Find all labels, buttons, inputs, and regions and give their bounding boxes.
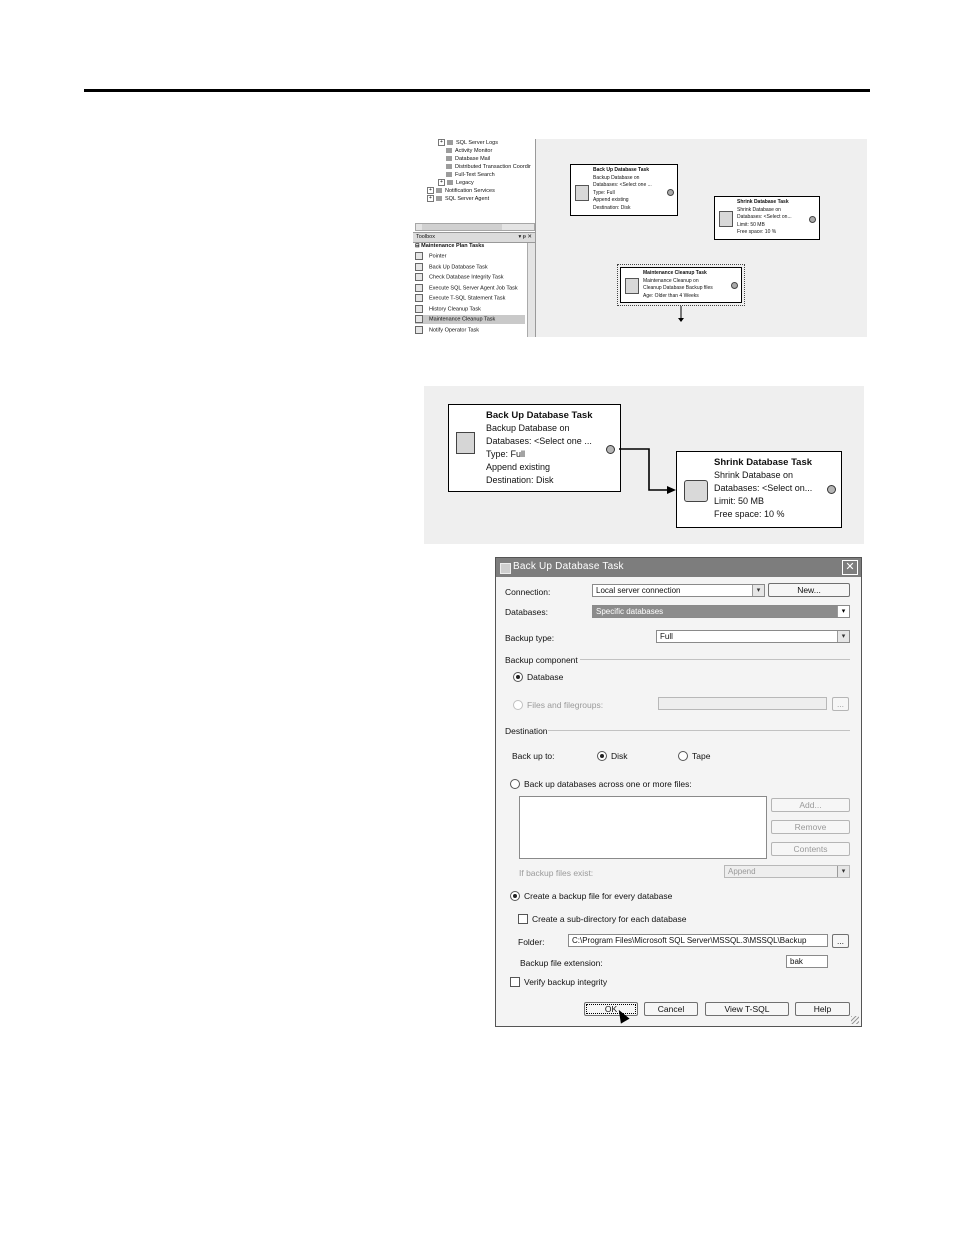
backup-files-list[interactable]	[519, 796, 767, 859]
expand-icon[interactable]: +	[438, 179, 445, 186]
dialog-titlebar[interactable]	[496, 558, 861, 577]
tree-item-label: Legacy	[456, 180, 474, 186]
tree-item-sql-server-agent[interactable]	[427, 195, 489, 203]
mail-icon	[446, 156, 452, 161]
task-line: Databases: <Select one ...	[593, 182, 652, 189]
database-option-label: Database	[527, 672, 564, 682]
task-line: Destination: Disk	[593, 204, 631, 211]
expand-icon[interactable]: +	[427, 195, 434, 202]
task-line: Databases: <Select on...	[714, 483, 813, 494]
extension-label: Backup file extension:	[520, 958, 603, 968]
toolbox-item-label: Pointer	[429, 253, 447, 260]
verify-integrity-checkbox[interactable]	[510, 977, 520, 987]
backup-task-icon	[575, 185, 589, 201]
files-filegroups-radio[interactable]	[513, 700, 523, 710]
contents-button[interactable]: Contents	[771, 842, 850, 856]
tree-item-label: Database Mail	[455, 156, 491, 162]
task-title: Back Up Database Task	[486, 410, 593, 421]
pointer-icon	[415, 252, 423, 260]
backup-icon	[415, 263, 423, 271]
tree-item-label: Activity Monitor	[455, 148, 493, 154]
tape-option-label: Tape	[692, 751, 711, 761]
folder-label: Folder:	[518, 937, 545, 947]
toolbox-item-pointer[interactable]	[415, 252, 525, 261]
back-up-to-label: Back up to:	[512, 751, 555, 761]
dtc-icon	[446, 164, 452, 169]
task-backup-database-large[interactable]	[448, 404, 621, 492]
toolbox-item-label: Back Up Database Task	[429, 264, 488, 271]
ok-button[interactable]: OK	[584, 1002, 638, 1016]
databases-select[interactable]	[592, 605, 850, 618]
backup-task-icon	[456, 432, 475, 454]
files-filegroups-label: Files and filegroups:	[527, 700, 604, 710]
toolbox-item-tsql[interactable]	[415, 294, 525, 303]
task-line: Backup Database on	[593, 174, 640, 181]
precedence-constraint-arrow[interactable]	[619, 441, 679, 496]
expand-icon[interactable]: +	[427, 187, 434, 194]
task-line: Cleanup Database Backup files	[643, 285, 713, 292]
connection-select[interactable]	[592, 584, 765, 597]
object-explorer-pane	[413, 139, 536, 337]
expand-icon[interactable]: +	[438, 139, 445, 146]
toolbox-item-agent-job[interactable]	[415, 284, 525, 293]
task-shrink-database[interactable]	[714, 196, 820, 240]
toolbox-item-history-cleanup[interactable]	[415, 305, 525, 314]
toolbox-item-maintenance-cleanup[interactable]	[415, 315, 525, 324]
tree-item-database-mail[interactable]	[446, 155, 490, 163]
verify-integrity-label: Verify backup integrity	[524, 977, 608, 987]
tree-item-label: Full-Text Search	[455, 172, 495, 178]
cancel-button[interactable]: Cancel	[644, 1002, 698, 1016]
check-icon	[415, 273, 423, 281]
scrollbar-thumb[interactable]	[422, 224, 502, 230]
task-line: Age: Older than 4 Weeks	[643, 292, 699, 299]
toolbox-item-notify-operator[interactable]	[415, 326, 525, 335]
folder-icon	[436, 188, 442, 193]
backup-database-task-dialog	[495, 557, 862, 1027]
task-line: Limit: 50 MB	[737, 221, 765, 228]
status-indicator-icon	[667, 189, 674, 196]
task-line: Databases: <Select one ...	[486, 436, 592, 447]
shrink-task-icon	[684, 480, 708, 502]
toolbox-category[interactable]: ⊟ Maintenance Plan Tasks	[415, 243, 485, 249]
toolbox-item-label: Check Database Integrity Task	[429, 274, 504, 281]
chevron-down-icon[interactable]: ▾	[752, 585, 764, 596]
across-files-radio[interactable]	[510, 779, 520, 789]
task-line: Type: Full	[486, 449, 526, 460]
designer-screenshot	[413, 139, 867, 337]
history-icon	[415, 305, 423, 313]
view-tsql-button[interactable]: View T-SQL	[705, 1002, 789, 1016]
connection-value: Local server connection	[596, 586, 681, 595]
toolbox-title: Toolbox	[416, 234, 435, 240]
task-line: Free space: 10 %	[714, 509, 785, 520]
help-button[interactable]: Help	[795, 1002, 850, 1016]
toolbox-scrollbar[interactable]	[527, 243, 535, 337]
backup-type-select[interactable]	[656, 630, 850, 643]
every-database-label: Create a backup file for every database	[524, 891, 673, 901]
toolbox-item-label: Notify Operator Task	[429, 327, 480, 334]
task-line: Free space: 10 %	[737, 229, 777, 236]
job-icon	[415, 284, 423, 292]
cleanup-icon	[415, 315, 423, 323]
toolbox-item-check-integrity[interactable]	[415, 273, 525, 282]
every-database-radio[interactable]	[510, 891, 520, 901]
across-files-label: Back up databases across one or more files:	[524, 779, 692, 789]
if-exist-value: Append	[728, 867, 756, 876]
toolbox-item-label: History Cleanup Task	[429, 306, 481, 313]
toolbox-header	[413, 232, 535, 243]
connection-label: Connection:	[505, 587, 551, 597]
folder-input[interactable]: C:\Program Files\Microsoft SQL Server\MSSQL.3\MSSQL\Backup	[568, 934, 828, 947]
task-line: Maintenance Cleanup on	[643, 277, 699, 284]
precedence-arrow-handle[interactable]	[676, 304, 686, 324]
task-title: Back Up Database Task	[593, 167, 650, 173]
add-file-button[interactable]: Add...	[771, 798, 850, 812]
task-maintenance-cleanup[interactable]	[620, 267, 742, 303]
tree-item-label: Notification Services	[445, 188, 495, 194]
dialog-title: Back Up Database Task	[513, 561, 624, 572]
task-line: Backup Database on	[486, 423, 570, 434]
remove-file-button[interactable]: Remove	[771, 820, 850, 834]
toolbox-item-backup[interactable]	[415, 263, 525, 272]
status-indicator-icon	[606, 445, 615, 454]
backup-type-value: Full	[660, 632, 673, 641]
toolbox-window-buttons[interactable]: ▾ ᵽ ✕	[518, 234, 532, 240]
header-rule	[84, 89, 870, 92]
tree-item-full-text-search[interactable]	[446, 171, 495, 179]
tree-item-sql-server-logs[interactable]	[438, 139, 498, 147]
group-separator	[548, 730, 850, 731]
databases-label: Databases:	[505, 607, 548, 617]
backup-component-group-label: Backup component	[505, 655, 578, 665]
files-filegroups-field[interactable]	[658, 697, 827, 710]
subdirectory-label: Create a sub-directory for each database	[532, 914, 687, 924]
horizontal-scrollbar[interactable]	[415, 223, 535, 231]
task-line: Shrink Database on	[737, 206, 781, 213]
close-button[interactable]: ✕	[842, 560, 858, 575]
folder-browse-button[interactable]: ...	[832, 934, 849, 948]
task-title: Maintenance Cleanup Task	[643, 270, 707, 276]
files-browse-button[interactable]: ...	[832, 697, 849, 711]
task-line: Type: Full	[593, 189, 615, 196]
toolbox-item-label: Maintenance Cleanup Task	[429, 316, 496, 323]
tree-item-notification-services[interactable]	[427, 187, 495, 195]
status-indicator-icon	[827, 485, 836, 494]
search-icon	[446, 172, 452, 177]
tree-item-label: Distributed Transaction Coordir	[455, 164, 531, 170]
if-exist-select[interactable]	[724, 865, 850, 878]
task-line: Append existing	[593, 197, 629, 204]
task-title: Shrink Database Task	[714, 457, 813, 468]
group-separator	[580, 659, 850, 660]
monitor-icon	[446, 148, 452, 153]
disk-option-label: Disk	[611, 751, 628, 761]
cleanup-task-icon	[625, 278, 639, 294]
task-backup-database[interactable]	[570, 164, 678, 216]
task-line: Limit: 50 MB	[714, 496, 765, 507]
operator-icon	[415, 326, 423, 334]
tsql-icon	[415, 294, 423, 302]
tape-radio[interactable]	[678, 751, 688, 761]
extension-input[interactable]: bak	[786, 955, 828, 968]
toolbox-item-label: Execute T-SQL Statement Task	[429, 295, 506, 302]
tree-item-activity-monitor[interactable]	[446, 147, 492, 155]
folder-icon	[447, 180, 453, 185]
folder-icon	[447, 140, 453, 145]
shrink-task-icon	[719, 211, 733, 227]
tree-item-label: SQL Server Logs	[456, 140, 498, 146]
subdirectory-checkbox[interactable]	[518, 914, 528, 924]
designer-canvas[interactable]	[536, 139, 867, 337]
task-line: Append existing	[486, 462, 551, 473]
if-exist-label: If backup files exist:	[519, 868, 594, 878]
task-line: Databases: <Select on...	[737, 214, 792, 221]
task-line: Shrink Database on	[714, 470, 794, 481]
chevron-down-icon[interactable]: ▾	[837, 866, 849, 877]
resize-grip-icon[interactable]	[851, 1016, 859, 1024]
agent-icon	[436, 196, 442, 201]
database-radio[interactable]	[513, 672, 523, 682]
task-line: Destination: Disk	[486, 475, 554, 486]
toolbox-item-label: Execute SQL Server Agent Job Task	[429, 285, 518, 292]
task-title: Shrink Database Task	[737, 199, 789, 205]
status-indicator-icon	[731, 282, 738, 289]
tree-item-dtc[interactable]	[446, 163, 531, 171]
tree-item-legacy[interactable]	[438, 179, 474, 187]
dialog-app-icon	[500, 563, 511, 574]
status-indicator-icon	[809, 216, 816, 223]
tree-item-label: SQL Server Agent	[445, 196, 490, 202]
chevron-down-icon[interactable]: ▾	[837, 606, 849, 617]
chevron-down-icon[interactable]: ▾	[837, 631, 849, 642]
destination-group-label: Destination	[505, 726, 548, 736]
backup-type-label: Backup type:	[505, 633, 555, 643]
new-connection-button[interactable]: New...	[768, 583, 850, 597]
databases-value: Specific databases	[596, 607, 664, 616]
connected-tasks-screenshot	[424, 386, 864, 544]
disk-radio[interactable]	[597, 751, 607, 761]
task-shrink-database-large[interactable]	[676, 451, 842, 528]
